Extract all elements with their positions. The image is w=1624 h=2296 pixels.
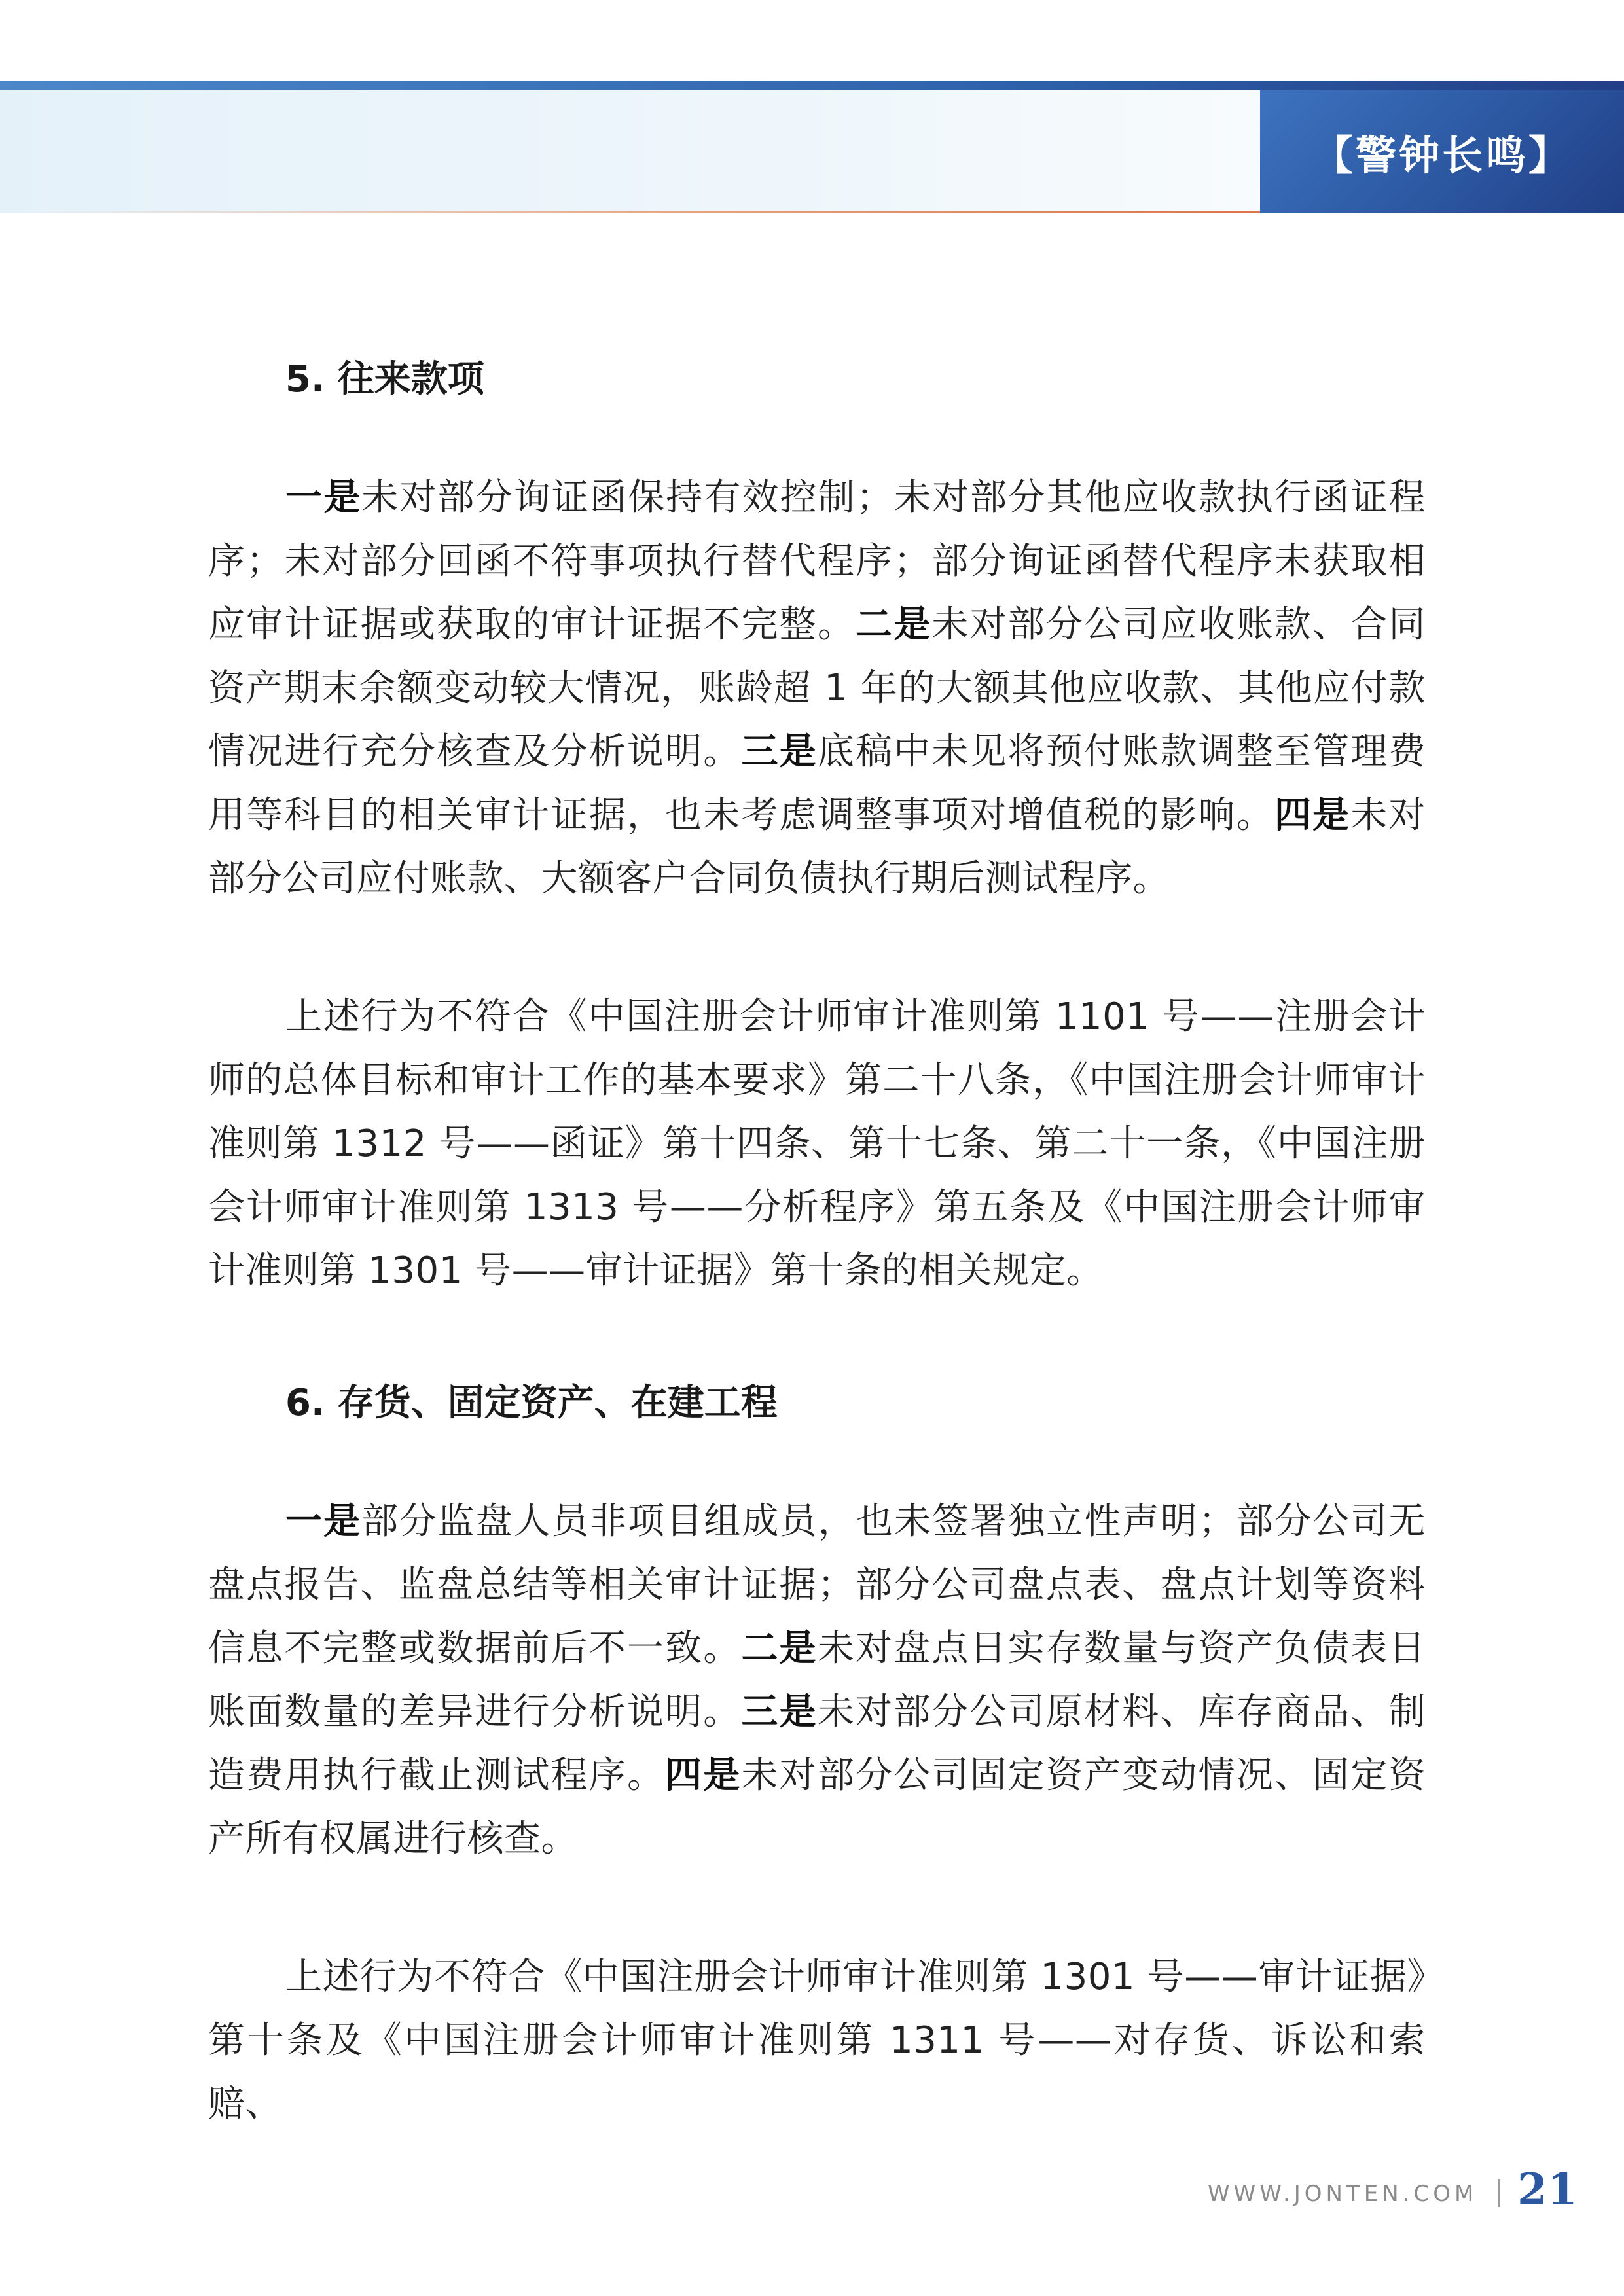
- text-run: 未对部分询证函保持有效控制；未对部分其他应收款执行函证程序；未对部分回函不符事项执行替代程序；部分询证函替代程序未获取相应审计证据或获取的审计证据不完整。: [208, 476, 1426, 646]
- section-heading-inventory: 6. 存货、固定资产、在建工程: [285, 1382, 778, 1424]
- paragraph-inventory-regulations: [208, 1945, 1426, 2136]
- bold-marker: 四是: [1274, 794, 1351, 836]
- text-run: 未对部分公司原材料、库存商品、制造费用执行截止测试程序。: [208, 1691, 1426, 1797]
- bold-marker: 二是: [741, 1627, 818, 1670]
- text-run: 部分监盘人员非项目组成员，也未签署独立性声明；部分公司无盘点报告、监盘总结等相关审计证据；部分公司盘点表、盘点计划等资料信息不完整或数据前后不一致。: [208, 1500, 1426, 1670]
- header-underline: [26, 211, 1260, 213]
- bold-marker: 一是: [285, 1500, 362, 1543]
- paragraph-receivables-regulations: [208, 985, 1426, 1302]
- bold-marker: 四是: [665, 1754, 742, 1797]
- header-section-tag: [1260, 90, 1624, 213]
- text-run: 未对部分公司应付账款、大额客户合同负债执行期后测试程序。: [208, 794, 1426, 900]
- text-run: 未对部分公司固定资产变动情况、固定资产所有权属进行核查。: [208, 1754, 1426, 1860]
- paragraph-inventory-findings: [208, 1490, 1426, 1871]
- text-run: 未对盘点日实存数量与资产负债表日账面数量的差异进行分析说明。: [208, 1627, 1426, 1733]
- section-heading-receivables: 5. 往来款项: [285, 358, 484, 401]
- text-run: 未对部分公司应收账款、合同资产期末余额变动较大情况，账龄超 1 年的大额其他应收款、其他应付款情况进行充分核查及分析说明。: [208, 603, 1426, 773]
- page-number: 21: [1517, 2164, 1578, 2215]
- footer-divider: [1498, 2179, 1500, 2207]
- footer-website-url: WWW.JONTEN.COM: [1208, 2181, 1478, 2207]
- article-body: [208, 353, 1426, 2210]
- bold-marker: 一是: [285, 476, 362, 519]
- header-top-rule: [0, 81, 1624, 90]
- text-run: 上述行为不符合《中国注册会计师审计准则第 1301 号——审计证据》第十条及《中国注册会计师审计准则第 1311 号——对存货、诉讼和索赔、: [208, 1956, 1426, 2125]
- text-run: 上述行为不符合《中国注册会计师审计准则第 1101 号——注册会计师的总体目标和审计工作的基本要求》第二十八条，《中国注册会计师审计准则第 1312 号——函证》第十四条、第十七条、第二十一条，《中国注册会计师审计准则第 1313 号——分析程序》第五条及《中国注册会计师审计准则第 1301 号——审计证据》第十条的相关规定。: [208, 996, 1426, 1292]
- bold-marker: 二是: [856, 603, 932, 646]
- bold-marker: 三是: [741, 730, 818, 773]
- bold-marker: 三是: [741, 1691, 818, 1733]
- header-tag-text: 【警钟长鸣】: [1312, 131, 1572, 179]
- text-run: 底稿中未见将预付账款调整至管理费用等科目的相关审计证据，也未考虑调整事项对增值税的影响。: [208, 730, 1426, 836]
- header-band: [0, 90, 1260, 213]
- paragraph-receivables-findings: [208, 466, 1426, 910]
